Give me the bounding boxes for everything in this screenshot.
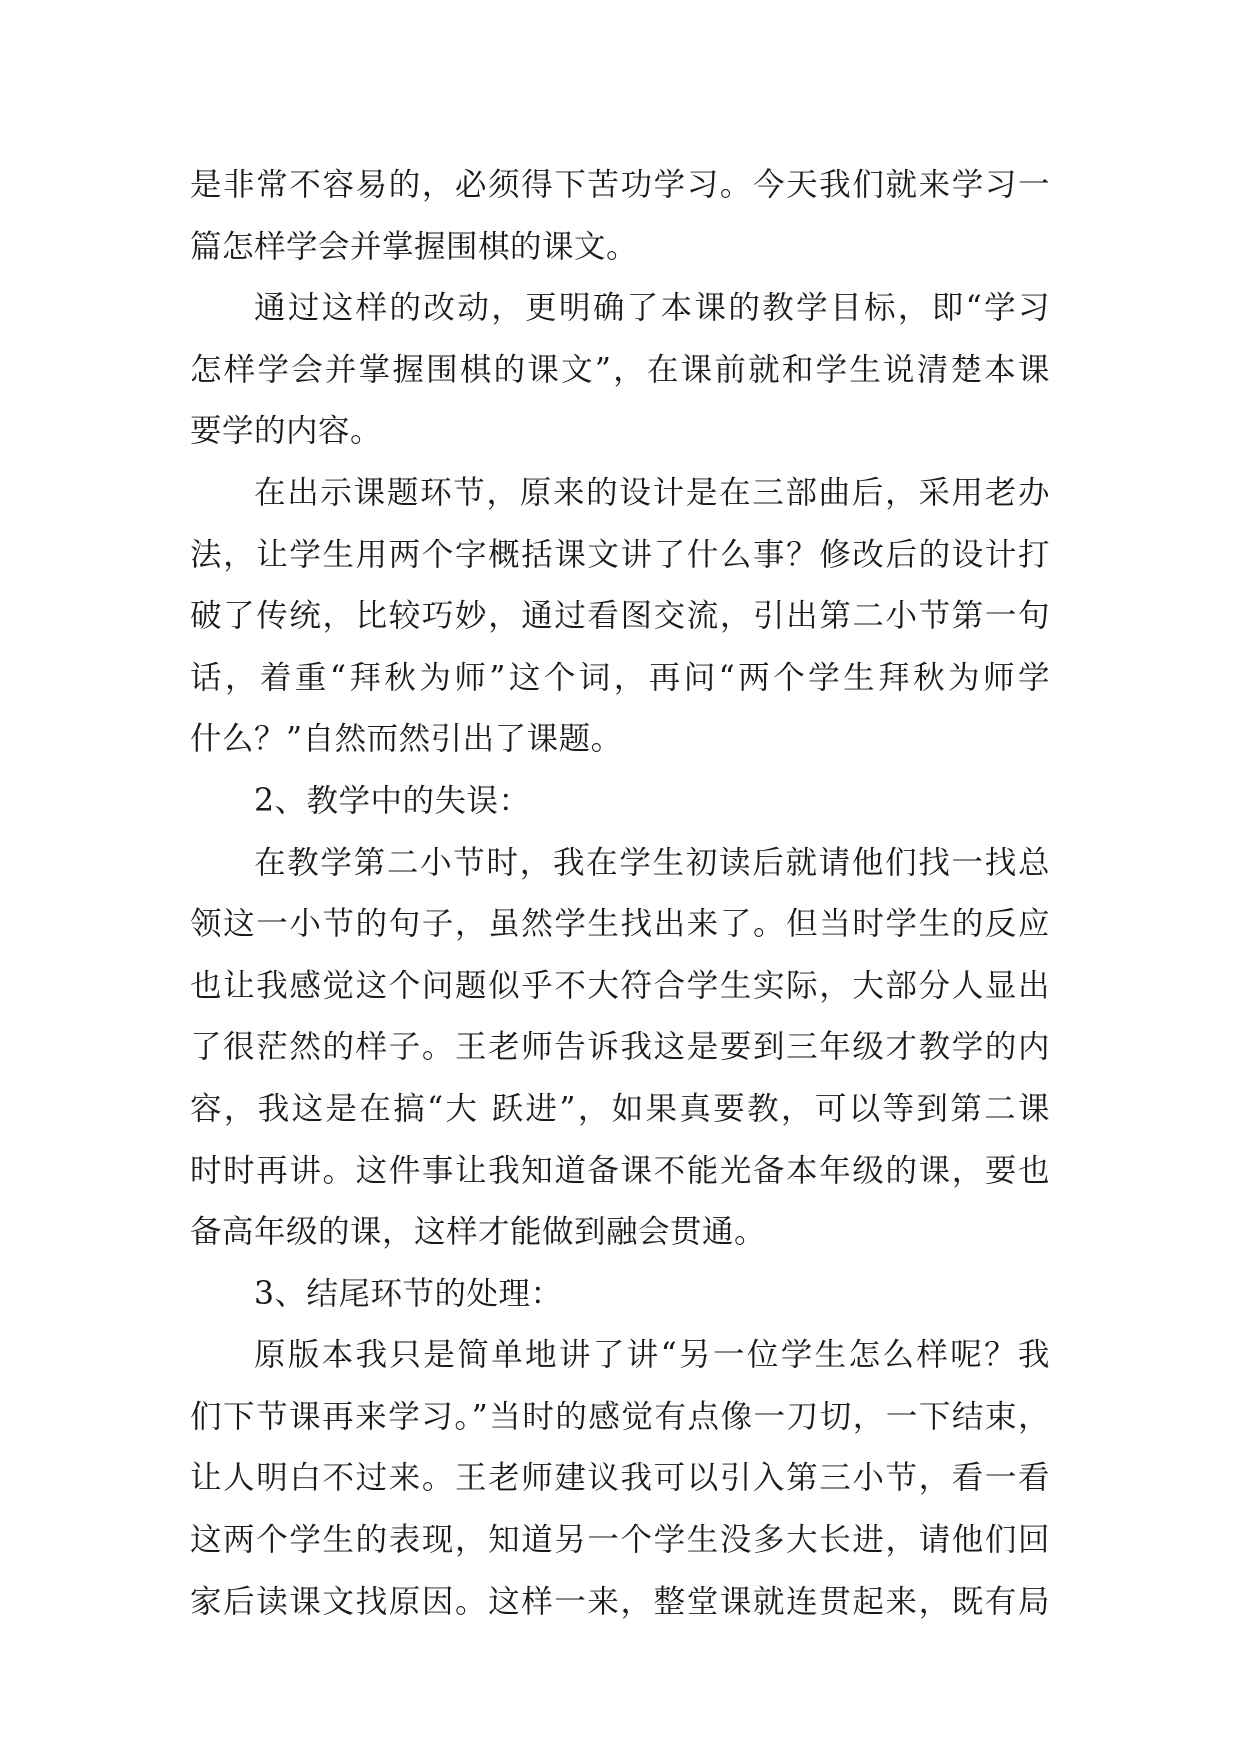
text-line: 话，着重“拜秋为师”这个词，再问“两个学生拜秋为师学 — [190, 659, 1050, 696]
text-line: 怎样学会并掌握围棋的课文”，在课前就和学生说清楚本课 — [190, 351, 1050, 388]
text-line: 篇怎样学会并掌握围棋的课文。 — [190, 228, 639, 265]
paragraph-start-line: 通过这样的改动，更明确了本课的教学目标，即“学习 — [254, 290, 1050, 327]
text-line: 家后读课文找原因。这样一来，整堂课就连贯起来，既有局 — [190, 1583, 1050, 1620]
text-line: 领这一小节的句子，虽然学生找出来了。但当时学生的反应 — [190, 906, 1050, 943]
text-line: 了很茫然的样子。王老师告诉我这是要到三年级才教学的内 — [190, 1029, 1050, 1066]
text-line: 容，我这是在搞“大 跃进”，如果真要教，可以等到第二课 — [190, 1090, 1050, 1127]
text-line: 让人明白不过来。王老师建议我可以引入第三小节，看一看 — [190, 1460, 1050, 1497]
body-text — [190, 155, 1050, 1633]
paragraph-start-line: 在教学第二小节时，我在学生初读后就请他们找一找总 — [254, 844, 1050, 881]
section-heading: 2、教学中的失误： — [254, 782, 531, 819]
text-line: 备高年级的课，这样才能做到融会贯通。 — [190, 1214, 767, 1251]
text-line: 是非常不容易的，必须得下苦功学习。今天我们就来学习一 — [190, 167, 1050, 203]
text-line: 法，让学生用两个字概括课文讲了什么事？修改后的设计打 — [190, 536, 1050, 573]
text-line: 时时再讲。这件事让我知道备课不能光备本年级的课，要也 — [190, 1152, 1050, 1189]
text-line: 们下节课再来学习。”当时的感觉有点像一刀切，一下结束， — [190, 1398, 1050, 1435]
paragraph-start-line: 在出示课题环节，原来的设计是在三部曲后，采用老办 — [254, 474, 1050, 511]
section-heading: 3、结尾环节的处理： — [254, 1275, 563, 1312]
text-line: 也让我感觉这个问题似乎不大符合学生实际，大部分人显出 — [190, 967, 1050, 1004]
text-line: 这两个学生的表现，知道另一个学生没多大长进，请他们回 — [190, 1522, 1050, 1559]
text-line: 什么？”自然而然引出了课题。 — [190, 721, 623, 758]
paragraph-start-line: 原版本我只是简单地讲了讲“另一位学生怎么样呢？我 — [254, 1337, 1050, 1374]
text-line: 要学的内容。 — [190, 413, 383, 450]
text-line: 破了传统，比较巧妙，通过看图交流，引出第二小节第一句 — [190, 598, 1050, 635]
